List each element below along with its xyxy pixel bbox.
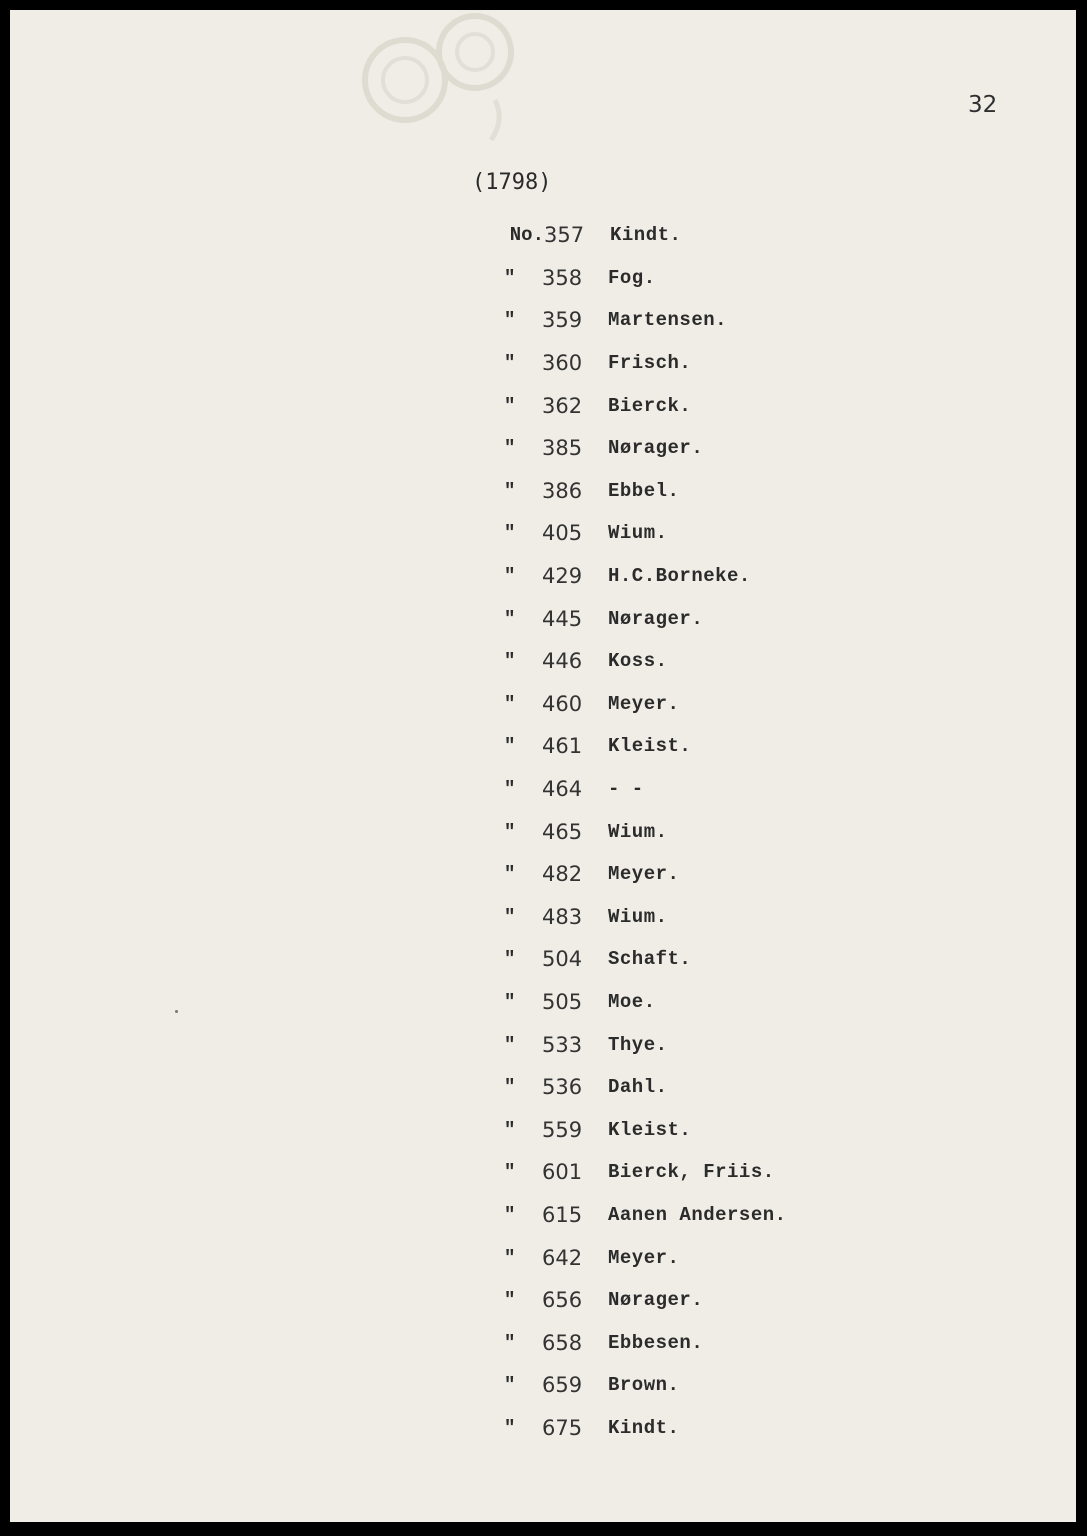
entry-number: 445 xyxy=(542,606,583,631)
ditto-mark: " xyxy=(504,607,516,630)
entry-number: 357 xyxy=(544,223,585,248)
entry-name: Brown. xyxy=(608,1374,680,1397)
entry-number: 386 xyxy=(542,478,583,503)
list-item xyxy=(494,555,787,598)
entry-name: Wium. xyxy=(608,905,668,928)
entry-name: Dahl. xyxy=(608,1076,668,1099)
entry-name: Meyer. xyxy=(608,692,680,715)
list-item xyxy=(494,896,787,939)
list-item xyxy=(494,1407,787,1450)
entry-number: 483 xyxy=(542,904,583,929)
entry-number: 559 xyxy=(542,1117,583,1142)
ditto-mark: " xyxy=(504,352,516,375)
paper-speck xyxy=(175,1010,178,1013)
entry-name: Kindt. xyxy=(610,224,682,247)
ditto-mark: " xyxy=(504,948,516,971)
entry-number: 656 xyxy=(542,1288,583,1313)
list-item xyxy=(494,683,787,726)
list-item xyxy=(494,597,787,640)
entry-name: Kleist. xyxy=(608,1118,692,1141)
list-item xyxy=(494,512,787,555)
entry-name: Meyer. xyxy=(608,1246,680,1269)
ditto-mark: " xyxy=(504,266,516,289)
list-item xyxy=(494,1194,787,1237)
ditto-mark: " xyxy=(504,565,516,588)
entry-number: 405 xyxy=(542,521,583,546)
entry-number: 465 xyxy=(542,819,583,844)
list-item xyxy=(494,342,787,385)
entry-number: 360 xyxy=(542,351,583,376)
ditto-mark: " xyxy=(504,905,516,928)
entry-name: Wium. xyxy=(608,522,668,545)
entry-name: Moe. xyxy=(608,990,656,1013)
entry-number: 460 xyxy=(542,691,583,716)
entry-name: Nørager. xyxy=(608,607,704,630)
entry-name: Bierck. xyxy=(608,394,692,417)
list-item xyxy=(494,640,787,683)
ditto-mark: " xyxy=(504,1331,516,1354)
list-item xyxy=(494,981,787,1024)
list-item xyxy=(494,214,787,257)
ditto-mark: " xyxy=(504,1203,516,1226)
ditto-mark: " xyxy=(504,735,516,758)
ditto-mark: " xyxy=(504,1076,516,1099)
entry-name: - - xyxy=(608,778,644,801)
ditto-mark: " xyxy=(504,1289,516,1312)
ditto-mark: " xyxy=(504,1416,516,1439)
number-prefix: No. xyxy=(509,224,544,247)
ditto-mark: " xyxy=(504,309,516,332)
entry-number: 482 xyxy=(542,862,583,887)
list-item xyxy=(494,384,787,427)
list-item xyxy=(494,427,787,470)
entry-number: 505 xyxy=(542,989,583,1014)
list-item xyxy=(494,810,787,853)
entry-number: 658 xyxy=(542,1330,583,1355)
list-item xyxy=(494,1279,787,1322)
list-item xyxy=(494,768,787,811)
list-item xyxy=(494,299,787,342)
entry-number: 642 xyxy=(542,1245,583,1270)
list-item xyxy=(494,725,787,768)
entry-name: Martensen. xyxy=(608,309,728,332)
entry-number: 675 xyxy=(542,1415,583,1440)
entry-number: 358 xyxy=(542,265,583,290)
ditto-mark: " xyxy=(504,1374,516,1397)
entry-number: 362 xyxy=(542,393,583,418)
year-heading: (1798) xyxy=(472,170,552,195)
list-item xyxy=(494,1108,787,1151)
entry-name: Thye. xyxy=(608,1033,668,1056)
entry-name: H.C.Borneke. xyxy=(608,565,751,588)
list-item xyxy=(494,938,787,981)
entry-number: 359 xyxy=(542,308,583,333)
entry-name: Frisch. xyxy=(608,352,692,375)
list-item xyxy=(494,1236,787,1279)
list-item xyxy=(494,853,787,896)
ditto-mark: " xyxy=(504,650,516,673)
entry-number: 464 xyxy=(542,777,583,802)
ditto-mark: " xyxy=(504,1118,516,1141)
entry-name: Schaft. xyxy=(608,948,692,971)
ditto-mark: " xyxy=(504,1161,516,1184)
entry-number: 504 xyxy=(542,947,583,972)
entry-list xyxy=(494,214,787,1449)
list-item xyxy=(494,470,787,513)
ditto-mark: " xyxy=(504,1246,516,1269)
list-item xyxy=(494,1151,787,1194)
ditto-mark: " xyxy=(504,692,516,715)
ditto-mark: " xyxy=(504,990,516,1013)
entry-name: Meyer. xyxy=(608,863,680,886)
list-item xyxy=(494,1321,787,1364)
entry-number: 659 xyxy=(542,1373,583,1398)
list-item xyxy=(494,1066,787,1109)
ditto-mark: " xyxy=(504,522,516,545)
ditto-mark: " xyxy=(504,479,516,502)
entry-number: 385 xyxy=(542,436,583,461)
ditto-mark: " xyxy=(504,394,516,417)
list-item xyxy=(494,1023,787,1066)
entry-number: 461 xyxy=(542,734,583,759)
entry-name: Nørager. xyxy=(608,437,704,460)
faded-stamp-watermark xyxy=(345,10,535,160)
entry-name: Kindt. xyxy=(608,1416,680,1439)
entry-name: Ebbel. xyxy=(608,479,680,502)
entry-number: 615 xyxy=(542,1202,583,1227)
ditto-mark: " xyxy=(504,778,516,801)
ditto-mark: " xyxy=(504,863,516,886)
ditto-mark: " xyxy=(504,820,516,843)
entry-name: Kleist. xyxy=(608,735,692,758)
entry-name: Ebbesen. xyxy=(608,1331,704,1354)
entry-number: 536 xyxy=(542,1075,583,1100)
entry-name: Aanen Andersen. xyxy=(608,1203,787,1226)
entry-number: 429 xyxy=(542,564,583,589)
list-item xyxy=(494,257,787,300)
entry-name: Nørager. xyxy=(608,1289,704,1312)
entry-number: 533 xyxy=(542,1032,583,1057)
entry-name: Koss. xyxy=(608,650,668,673)
document-page xyxy=(10,10,1076,1522)
ditto-mark: " xyxy=(504,437,516,460)
entry-name: Fog. xyxy=(608,266,656,289)
entry-name: Bierck, Friis. xyxy=(608,1161,775,1184)
ditto-mark: " xyxy=(504,1033,516,1056)
entry-number: 601 xyxy=(542,1160,583,1185)
page-number: 32 xyxy=(968,92,998,118)
entry-name: Wium. xyxy=(608,820,668,843)
list-item xyxy=(494,1364,787,1407)
entry-number: 446 xyxy=(542,649,583,674)
